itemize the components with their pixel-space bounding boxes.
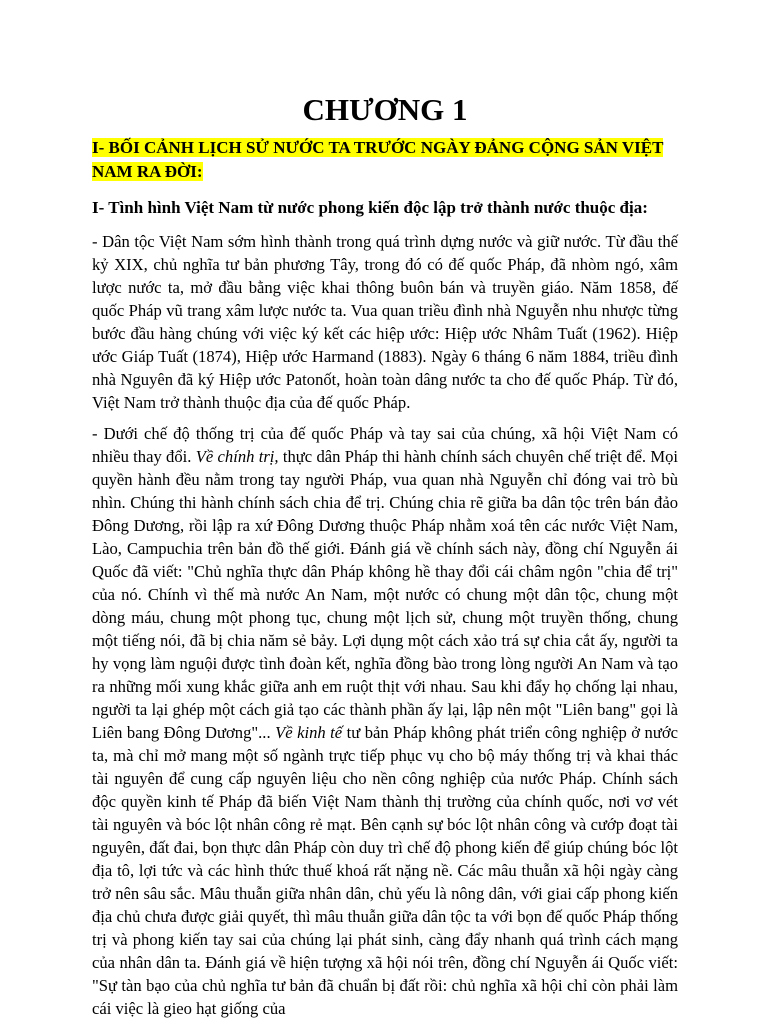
paragraph-1: - Dân tộc Việt Nam sớm hình thành trong quá trình dựng nước và giữ nước. Từ đầu thế kỷ XIX, chủ nghĩa tư bản phương Tây, trong đó có đế quốc Pháp, đã nhòm ngó, xâm lược nước ta, mở đầu bằng việc khai thông buôn bán và truyền giáo. Năm 1858, đế quốc Pháp vũ trang xâm lược nước ta. Vua quan triều đình nhà Nguyễn nhu nhược từng bước đầu hàng chúng với việc ký kết các hiệp ước: Hiệp ước Nhâm Tuất (1962). Hiệp ước Giáp Tuất (1874), Hiệp ước Harmand (1883). Ngày 6 tháng 6 năm 1884, triều đình nhà Nguyên đã ký Hiệp ước Patonốt, hoàn toàn dâng nước ta cho đế quốc Pháp. Từ đó, Việt Nam trở thành thuộc địa của đế quốc Pháp. [92,232,678,412]
chapter-title: CHƯƠNG 1 [302,92,468,127]
paragraph-2-part-3: tư bản Pháp không phát triển công nghiệp ở nước ta, mà chỉ mở mang một số ngành trực tiếp phục vụ cho bộ máy thống trị và khai thác tài nguyên để cung cấp nguyên liệu cho nền công nghiệp của nước Pháp. Chính sách độc quyền kinh tế Pháp đã biến Việt Nam thành thị trường của chính quốc, nơi vơ vét tài nguyên và bóc lột nhân công rẻ mạt. Bên cạnh sự bóc lột nhân công và cướp đoạt tài nguyên, đất đai, bọn thực dân Pháp còn duy trì chế độ phong kiến để giúp chúng bóc lột địa tô, lợi tức và các hình thức thuế khoá rất nặng nề. Các mâu thuẫn xã hội ngày càng trở nên sâu sắc. Mâu thuẫn giữa nhân dân, chủ yếu là nông dân, với giai cấp phong kiến địa chủ chưa được giải quyết, thì mâu thuẫn giữa dân tộc ta với bọn đế quốc Pháp thống trị và phong kiến tay sai của chúng lại phát sinh, càng đẩy nhanh quá trình cách mạng của nhân dân ta. Đánh giá về hiện tượng xã hội nói trên, đồng chí Nguyễn ái Quốc viết: "Sự tàn bạo của chủ nghĩa tư bản đã chuẩn bị đất rồi: chủ nghĩa xã hội chỉ còn phải làm cái việc là gieo hạt giống của [92,723,678,1018]
paragraph-2-part-1: - Dưới chế độ thống trị của đế quốc Pháp và tay sai của chúng, xã hội Việt Nam có nhiều thay đổi. [92,424,678,466]
subsection-heading: I- Tình hình Việt Nam từ nước phong kiến độc lập trở thành nước thuộc địa: [92,198,648,217]
paragraph-2-italic-politics: Về chính trị, [195,447,279,466]
paragraph-2-italic-economy: Về kinh tế [275,723,343,742]
paragraph-2-part-2: thực dân Pháp thi hành chính sách chuyên chế triệt để. Mọi quyền hành đều nằm trong tay người Pháp, vua quan nhà Nguyễn chỉ đóng vai trò bù nhìn. Chúng thi hành chính sách chia để trị. Chúng chia rẽ giữa ba dân tộc trên bán đảo Đông Dương, rồi lập ra xứ Đông Dương thuộc Pháp nhằm xoá tên các nước Việt Nam, Lào, Campuchia trên bản đồ thế giới. Đánh giá về chính sách này, đồng chí Nguyễn ái Quốc đã viết: "Chủ nghĩa thực dân Pháp không hề thay đổi cái châm ngôn "chia để trị" của nó. Chính vì thế mà nước An Nam, một nước có chung một dân tộc, chung một dòng máu, chung một phong tục, chung một lịch sử, chung một truyền thống, chung một tiếng nói, đã bị chia năm sẻ bảy. Lợi dụng một cách xảo trá sự chia cắt ấy, người ta hy vọng làm nguội được tình đoàn kết, nghĩa đồng bào trong lòng người An Nam và tạo ra những mối xung khắc giữa anh em ruột thịt với nhau. Sau khi đẩy họ chống lại nhau, người ta lại ghép một cách giả tạo các thành phần ấy lại, lập nên một "Liên bang" gọi là Liên bang Đông Dương"... [92,447,678,742]
paragraph-2 [92,422,678,1020]
section-heading-text: I- BỐI CẢNH LỊCH SỬ NƯỚC TA TRƯỚC NGÀY ĐẢNG CỘNG SẢN VIỆT NAM RA ĐỜI: [92,138,664,181]
section-heading [92,136,678,184]
